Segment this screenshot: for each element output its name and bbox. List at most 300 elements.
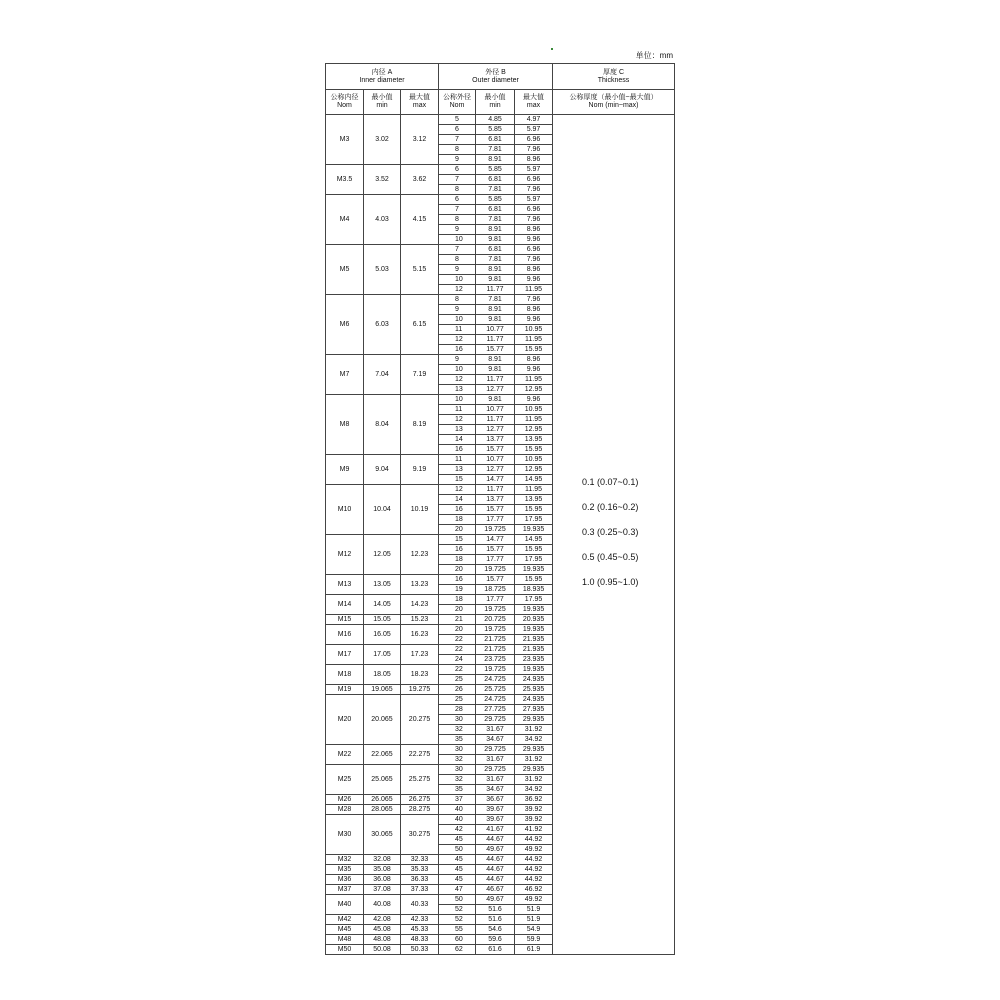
outer-max-cell: 14.95 (515, 535, 553, 545)
outer-min-cell: 31.67 (476, 755, 515, 765)
outer-nom-cell: 10 (439, 365, 476, 375)
inner-nom-cell: M26 (326, 795, 364, 805)
outer-max-cell: 10.95 (515, 405, 553, 415)
inner-max-cell: 19.275 (401, 685, 439, 695)
outer-min-cell: 5.85 (476, 195, 515, 205)
outer-max-cell: 18.935 (515, 585, 553, 595)
thickness-header: 厚度 C Thickness (553, 64, 675, 90)
outer-nom-cell: 32 (439, 775, 476, 785)
outer-nom-cell: 21 (439, 615, 476, 625)
inner-max-cell: 13.23 (401, 575, 439, 595)
inner-nom-cell: M30 (326, 815, 364, 855)
outer-nom-cell: 7 (439, 135, 476, 145)
inner-min-cell: 42.08 (364, 915, 401, 925)
outer-max-cell: 11.95 (515, 375, 553, 385)
outer-nom-cell: 25 (439, 695, 476, 705)
outer-max-cell: 29.935 (515, 765, 553, 775)
outer-min-cell: 15.77 (476, 445, 515, 455)
outer-nom-cell: 32 (439, 755, 476, 765)
inner-min-cell: 14.05 (364, 595, 401, 615)
outer-min-cell: 51.6 (476, 915, 515, 925)
inner-max-cell: 45.33 (401, 925, 439, 935)
outer-max-cell: 9.96 (515, 315, 553, 325)
outer-max-cell: 51.9 (515, 915, 553, 925)
inner-max-cell: 6.15 (401, 295, 439, 355)
inner-min-cell: 3.02 (364, 115, 401, 165)
outer-min-cell: 11.77 (476, 285, 515, 295)
outer-max-cell: 15.95 (515, 575, 553, 585)
outer-nom-cell: 42 (439, 825, 476, 835)
outer-min-cell: 7.81 (476, 185, 515, 195)
outer-max-cell: 44.92 (515, 865, 553, 875)
inner-min-cell: 35.08 (364, 865, 401, 875)
outer-min-cell: 44.67 (476, 865, 515, 875)
outer-nom-cell: 18 (439, 555, 476, 565)
outer-nom-cell: 12 (439, 485, 476, 495)
outer-max-cell: 17.95 (515, 555, 553, 565)
inner-max-cell: 22.275 (401, 745, 439, 765)
outer-min-cell: 24.725 (476, 695, 515, 705)
inner-max-cell: 26.275 (401, 795, 439, 805)
inner-max-cell: 10.19 (401, 485, 439, 535)
outer-min-cell: 12.77 (476, 425, 515, 435)
outer-nom-cell: 15 (439, 475, 476, 485)
outer-nom-cell: 35 (439, 735, 476, 745)
outer-max-cell: 10.95 (515, 325, 553, 335)
outer-nom-cell: 10 (439, 315, 476, 325)
outer-min-cell: 9.81 (476, 275, 515, 285)
outer-max-cell: 19.935 (515, 565, 553, 575)
outer-min-cell: 54.6 (476, 925, 515, 935)
outer-max-cell: 15.95 (515, 445, 553, 455)
inner-nom-cell: M3.5 (326, 165, 364, 195)
inner-nom-cell: M6 (326, 295, 364, 355)
inner-max-cell: 36.33 (401, 875, 439, 885)
inner-max-cell: 48.33 (401, 935, 439, 945)
outer-nom-cell: 40 (439, 815, 476, 825)
outer-nom-cell: 7 (439, 205, 476, 215)
max-outer-header: 最大值 max (515, 90, 553, 115)
outer-max-cell: 7.96 (515, 145, 553, 155)
table-row (326, 115, 675, 125)
outer-nom-cell: 12 (439, 375, 476, 385)
outer-nom-cell: 45 (439, 875, 476, 885)
outer-min-cell: 13.77 (476, 495, 515, 505)
outer-min-cell: 12.77 (476, 465, 515, 475)
inner-min-cell: 7.04 (364, 355, 401, 395)
outer-nom-cell: 11 (439, 455, 476, 465)
inner-max-cell: 28.275 (401, 805, 439, 815)
inner-nom-cell: M20 (326, 695, 364, 745)
outer-nom-cell: 16 (439, 545, 476, 555)
outer-max-cell: 17.95 (515, 515, 553, 525)
outer-min-cell: 6.81 (476, 205, 515, 215)
outer-nom-cell: 40 (439, 805, 476, 815)
washer-dimension-table (325, 63, 675, 955)
outer-max-cell: 39.92 (515, 805, 553, 815)
inner-max-cell: 4.15 (401, 195, 439, 245)
inner-min-cell: 28.065 (364, 805, 401, 815)
outer-max-cell: 19.935 (515, 665, 553, 675)
inner-max-cell: 5.15 (401, 245, 439, 295)
outer-min-cell: 9.81 (476, 395, 515, 405)
outer-max-cell: 24.935 (515, 675, 553, 685)
inner-nom-cell: M45 (326, 925, 364, 935)
outer-nom-cell: 25 (439, 675, 476, 685)
outer-max-cell: 12.95 (515, 385, 553, 395)
outer-min-cell: 19.725 (476, 605, 515, 615)
outer-max-cell: 31.92 (515, 775, 553, 785)
inner-max-cell: 15.23 (401, 615, 439, 625)
inner-min-cell: 4.03 (364, 195, 401, 245)
outer-min-cell: 15.77 (476, 575, 515, 585)
outer-min-cell: 20.725 (476, 615, 515, 625)
outer-max-cell: 15.95 (515, 345, 553, 355)
inner-min-cell: 10.04 (364, 485, 401, 535)
inner-nom-cell: M50 (326, 945, 364, 955)
outer-min-cell: 17.77 (476, 555, 515, 565)
outer-max-cell: 29.935 (515, 745, 553, 755)
outer-nom-cell: 15 (439, 535, 476, 545)
inner-max-cell: 30.275 (401, 815, 439, 855)
outer-min-cell: 49.67 (476, 895, 515, 905)
outer-min-cell: 29.725 (476, 745, 515, 755)
outer-min-cell: 44.67 (476, 835, 515, 845)
inner-max-cell: 42.33 (401, 915, 439, 925)
inner-min-cell: 26.065 (364, 795, 401, 805)
inner-max-cell: 50.33 (401, 945, 439, 955)
outer-min-cell: 46.67 (476, 885, 515, 895)
inner-max-cell: 32.33 (401, 855, 439, 865)
outer-nom-cell: 7 (439, 175, 476, 185)
outer-min-cell: 23.725 (476, 655, 515, 665)
outer-max-cell: 15.95 (515, 545, 553, 555)
outer-nom-cell: 26 (439, 685, 476, 695)
outer-min-cell: 51.6 (476, 905, 515, 915)
outer-max-cell: 49.92 (515, 895, 553, 905)
inner-nom-cell: M7 (326, 355, 364, 395)
max-inner-header: 最大值 max (401, 90, 439, 115)
outer-max-cell: 41.92 (515, 825, 553, 835)
outer-min-cell: 10.77 (476, 455, 515, 465)
outer-max-cell: 11.95 (515, 335, 553, 345)
outer-min-cell: 34.67 (476, 735, 515, 745)
outer-min-cell: 15.77 (476, 505, 515, 515)
outer-max-cell: 61.9 (515, 945, 553, 955)
inner-min-cell: 8.04 (364, 395, 401, 455)
outer-nom-cell: 62 (439, 945, 476, 955)
outer-max-cell: 9.96 (515, 395, 553, 405)
inner-min-cell: 9.04 (364, 455, 401, 485)
outer-max-cell: 14.95 (515, 475, 553, 485)
outer-max-cell: 24.935 (515, 695, 553, 705)
outer-min-cell: 49.67 (476, 845, 515, 855)
inner-min-cell: 19.065 (364, 685, 401, 695)
inner-min-cell: 16.05 (364, 625, 401, 645)
outer-nom-cell: 12 (439, 415, 476, 425)
green-dot-mark (551, 48, 553, 50)
outer-min-cell: 15.77 (476, 345, 515, 355)
inner-max-cell: 25.275 (401, 765, 439, 795)
outer-max-cell: 6.96 (515, 175, 553, 185)
outer-min-cell: 19.725 (476, 565, 515, 575)
outer-max-cell: 25.935 (515, 685, 553, 695)
outer-max-cell: 44.92 (515, 875, 553, 885)
inner-max-cell: 9.19 (401, 455, 439, 485)
outer-min-cell: 8.91 (476, 225, 515, 235)
outer-max-cell: 21.935 (515, 645, 553, 655)
outer-max-cell: 49.92 (515, 845, 553, 855)
unit-label: 单位：mm (635, 51, 673, 60)
outer-max-cell: 6.96 (515, 135, 553, 145)
inner-nom-cell: M15 (326, 615, 364, 625)
inner-nom-cell: M22 (326, 745, 364, 765)
outer-max-cell: 5.97 (515, 125, 553, 135)
inner-min-cell: 25.065 (364, 765, 401, 795)
inner-min-cell: 50.08 (364, 945, 401, 955)
inner-nom-cell: M40 (326, 895, 364, 915)
outer-nom-cell: 8 (439, 255, 476, 265)
inner-min-cell: 18.05 (364, 665, 401, 685)
outer-max-cell: 44.92 (515, 835, 553, 845)
outer-min-cell: 12.77 (476, 385, 515, 395)
outer-min-cell: 10.77 (476, 405, 515, 415)
outer-min-cell: 17.77 (476, 515, 515, 525)
outer-max-cell: 8.96 (515, 265, 553, 275)
outer-min-cell: 7.81 (476, 255, 515, 265)
outer-nom-cell: 55 (439, 925, 476, 935)
outer-nom-cell: 47 (439, 885, 476, 895)
outer-max-cell: 29.935 (515, 715, 553, 725)
outer-max-cell: 31.92 (515, 755, 553, 765)
outer-nom-cell: 11 (439, 325, 476, 335)
outer-max-cell: 10.95 (515, 455, 553, 465)
inner-max-cell: 3.62 (401, 165, 439, 195)
outer-nom-cell: 24 (439, 655, 476, 665)
outer-min-cell: 31.67 (476, 775, 515, 785)
outer-min-cell: 9.81 (476, 315, 515, 325)
outer-min-cell: 8.91 (476, 305, 515, 315)
outer-min-cell: 21.725 (476, 635, 515, 645)
outer-nom-cell: 16 (439, 575, 476, 585)
outer-min-cell: 5.85 (476, 165, 515, 175)
outer-max-cell: 6.96 (515, 205, 553, 215)
outer-nom-cell: 10 (439, 395, 476, 405)
outer-min-cell: 25.725 (476, 685, 515, 695)
outer-nom-cell: 12 (439, 335, 476, 345)
outer-nom-cell: 6 (439, 125, 476, 135)
inner-min-cell: 5.03 (364, 245, 401, 295)
outer-nom-cell: 9 (439, 305, 476, 315)
inner-nom-cell: M48 (326, 935, 364, 945)
inner-nom-cell: M36 (326, 875, 364, 885)
inner-max-cell: 20.275 (401, 695, 439, 745)
outer-nom-cell: 9 (439, 265, 476, 275)
inner-nom-cell: M19 (326, 685, 364, 695)
inner-diameter-header: 内径 A Inner diameter (326, 64, 439, 90)
inner-nom-cell: M5 (326, 245, 364, 295)
outer-nom-cell: 28 (439, 705, 476, 715)
outer-nom-cell: 8 (439, 185, 476, 195)
outer-max-cell: 54.9 (515, 925, 553, 935)
inner-nom-cell: M9 (326, 455, 364, 485)
outer-max-cell: 4.97 (515, 115, 553, 125)
outer-diameter-header: 外径 B Outer diameter (439, 64, 553, 90)
outer-min-cell: 10.77 (476, 325, 515, 335)
outer-min-cell: 27.725 (476, 705, 515, 715)
inner-min-cell: 22.065 (364, 745, 401, 765)
outer-nom-cell: 50 (439, 845, 476, 855)
outer-min-cell: 8.91 (476, 355, 515, 365)
outer-nom-cell: 20 (439, 525, 476, 535)
outer-min-cell: 6.81 (476, 135, 515, 145)
outer-nom-cell: 16 (439, 345, 476, 355)
outer-min-cell: 11.77 (476, 335, 515, 345)
outer-nom-cell: 18 (439, 595, 476, 605)
thickness-cell (553, 115, 675, 955)
outer-min-cell: 44.67 (476, 855, 515, 865)
outer-max-cell: 7.96 (515, 215, 553, 225)
thickness-value: 1.0 (0.95~1.0) (582, 577, 639, 587)
outer-max-cell: 11.95 (515, 285, 553, 295)
inner-max-cell: 40.33 (401, 895, 439, 915)
outer-min-cell: 31.67 (476, 725, 515, 735)
inner-min-cell: 36.08 (364, 875, 401, 885)
outer-max-cell: 19.935 (515, 605, 553, 615)
outer-nom-cell: 7 (439, 245, 476, 255)
outer-max-cell: 46.92 (515, 885, 553, 895)
min-outer-header: 最小值 min (476, 90, 515, 115)
inner-min-cell: 3.52 (364, 165, 401, 195)
outer-nom-cell: 18 (439, 515, 476, 525)
outer-nom-cell: 30 (439, 765, 476, 775)
outer-min-cell: 39.67 (476, 805, 515, 815)
outer-min-cell: 5.85 (476, 125, 515, 135)
outer-max-cell: 5.97 (515, 165, 553, 175)
inner-nom-cell: M4 (326, 195, 364, 245)
outer-nom-cell: 22 (439, 645, 476, 655)
outer-max-cell: 19.935 (515, 625, 553, 635)
outer-nom-cell: 8 (439, 145, 476, 155)
thickness-value: 0.2 (0.16~0.2) (582, 502, 639, 512)
outer-min-cell: 6.81 (476, 245, 515, 255)
outer-nom-cell: 10 (439, 235, 476, 245)
outer-min-cell: 9.81 (476, 365, 515, 375)
outer-max-cell: 9.96 (515, 235, 553, 245)
inner-max-cell: 7.19 (401, 355, 439, 395)
outer-nom-cell: 16 (439, 445, 476, 455)
outer-min-cell: 18.725 (476, 585, 515, 595)
outer-max-cell: 21.935 (515, 635, 553, 645)
outer-min-cell: 4.85 (476, 115, 515, 125)
outer-nom-cell: 11 (439, 405, 476, 415)
outer-nom-cell: 20 (439, 605, 476, 615)
outer-nom-cell: 52 (439, 905, 476, 915)
outer-nom-cell: 6 (439, 165, 476, 175)
outer-nom-cell: 22 (439, 635, 476, 645)
outer-nom-cell: 32 (439, 725, 476, 735)
outer-max-cell: 11.95 (515, 415, 553, 425)
outer-max-cell: 12.95 (515, 425, 553, 435)
outer-nom-cell: 5 (439, 115, 476, 125)
outer-nom-cell: 20 (439, 565, 476, 575)
outer-nom-cell: 30 (439, 715, 476, 725)
outer-min-cell: 7.81 (476, 215, 515, 225)
outer-min-cell: 21.725 (476, 645, 515, 655)
outer-nom-cell: 12 (439, 285, 476, 295)
inner-max-cell: 16.23 (401, 625, 439, 645)
outer-nom-cell: 60 (439, 935, 476, 945)
outer-min-cell: 44.67 (476, 875, 515, 885)
inner-nom-cell: M37 (326, 885, 364, 895)
outer-max-cell: 23.935 (515, 655, 553, 665)
outer-min-cell: 9.81 (476, 235, 515, 245)
outer-max-cell: 17.95 (515, 595, 553, 605)
outer-nom-cell: 45 (439, 865, 476, 875)
nom-outer-header: 公称外径 Nom (439, 90, 476, 115)
outer-nom-cell: 10 (439, 275, 476, 285)
inner-nom-cell: M3 (326, 115, 364, 165)
outer-min-cell: 19.725 (476, 525, 515, 535)
outer-nom-cell: 37 (439, 795, 476, 805)
outer-max-cell: 8.96 (515, 155, 553, 165)
inner-nom-cell: M25 (326, 765, 364, 795)
inner-nom-cell: M8 (326, 395, 364, 455)
thickness-value: 0.3 (0.25~0.3) (582, 527, 639, 537)
table-body (326, 115, 675, 955)
outer-nom-cell: 45 (439, 855, 476, 865)
inner-min-cell: 20.065 (364, 695, 401, 745)
inner-nom-cell: M12 (326, 535, 364, 575)
outer-nom-cell: 8 (439, 295, 476, 305)
outer-min-cell: 29.725 (476, 765, 515, 775)
outer-nom-cell: 9 (439, 355, 476, 365)
outer-min-cell: 14.77 (476, 475, 515, 485)
outer-max-cell: 11.95 (515, 485, 553, 495)
inner-max-cell: 18.23 (401, 665, 439, 685)
outer-nom-cell: 35 (439, 785, 476, 795)
inner-min-cell: 13.05 (364, 575, 401, 595)
outer-min-cell: 11.77 (476, 415, 515, 425)
outer-min-cell: 15.77 (476, 545, 515, 555)
outer-nom-cell: 9 (439, 155, 476, 165)
outer-max-cell: 8.96 (515, 305, 553, 315)
outer-max-cell: 34.92 (515, 735, 553, 745)
outer-min-cell: 14.77 (476, 535, 515, 545)
outer-max-cell: 8.96 (515, 355, 553, 365)
outer-nom-cell: 52 (439, 915, 476, 925)
inner-max-cell: 35.33 (401, 865, 439, 875)
outer-max-cell: 13.95 (515, 435, 553, 445)
inner-max-cell: 37.33 (401, 885, 439, 895)
outer-min-cell: 17.77 (476, 595, 515, 605)
inner-min-cell: 48.08 (364, 935, 401, 945)
outer-nom-cell: 19 (439, 585, 476, 595)
outer-min-cell: 24.725 (476, 675, 515, 685)
outer-max-cell: 13.95 (515, 495, 553, 505)
outer-max-cell: 8.96 (515, 225, 553, 235)
outer-min-cell: 11.77 (476, 375, 515, 385)
outer-max-cell: 15.95 (515, 505, 553, 515)
inner-min-cell: 37.08 (364, 885, 401, 895)
outer-min-cell: 7.81 (476, 145, 515, 155)
inner-max-cell: 17.23 (401, 645, 439, 665)
outer-max-cell: 36.92 (515, 795, 553, 805)
outer-nom-cell: 9 (439, 225, 476, 235)
outer-nom-cell: 14 (439, 435, 476, 445)
outer-max-cell: 27.935 (515, 705, 553, 715)
nom-thickness-header: 公称厚度（最小值~最大值） Nom (min~max) (553, 90, 675, 115)
